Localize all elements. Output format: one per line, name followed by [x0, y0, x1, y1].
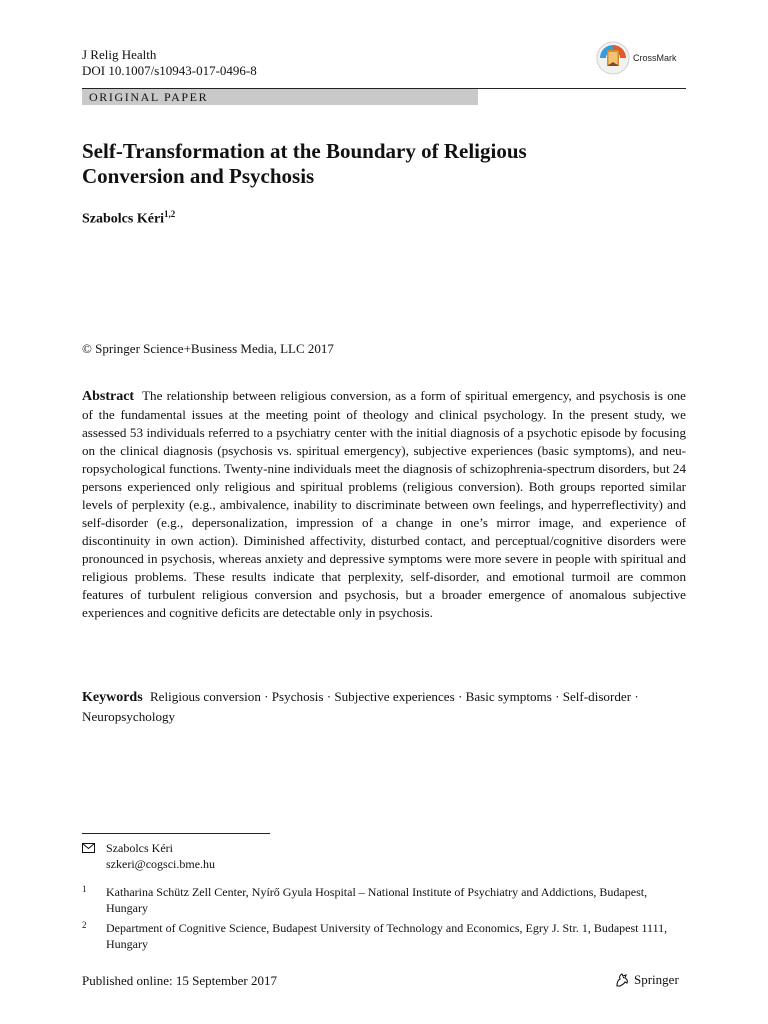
affiliation-1	[82, 884, 682, 916]
copyright-notice: © Springer Science+Business Media, LLC 2017	[82, 341, 334, 356]
article-type-banner	[82, 89, 478, 105]
crossmark-label: CrossMark	[633, 53, 677, 63]
keywords-label: Keywords	[82, 690, 143, 705]
keywords	[82, 687, 642, 726]
affiliation-1-number: 1	[82, 884, 87, 894]
springer-horse-icon	[614, 972, 630, 988]
doi[interactable]: DOI 10.1007/s10943-017-0496-8	[82, 63, 257, 78]
affiliation-1-text: Katharina Schütz Zell Center, Nyírő Gyula Hospital – National Institute of Psychiatry and Addictions, Budapest, Hungary	[106, 885, 648, 915]
title-line-1: Self-Transformation at the Boundary of Religious	[82, 139, 527, 163]
author	[82, 209, 175, 228]
publisher-name: Springer	[634, 972, 679, 987]
abstract-label: Abstract	[82, 389, 135, 404]
crossmark-icon	[596, 41, 630, 75]
title-line-2: Conversion and Psychosis	[82, 164, 315, 188]
corresponding-author-name: Szabolcs Kéri	[106, 841, 173, 855]
journal-name: J Relig Health	[82, 47, 157, 62]
footnote-rule	[82, 833, 270, 834]
affiliation-2-number: 2	[82, 920, 87, 930]
keywords-text: Religious conversion · Psychosis · Subjective experiences · Basic symptoms · Self-disorder · Neuropsychology	[82, 689, 639, 724]
corresponding-author-email[interactable]: szkeri@cogsci.bme.hu	[106, 857, 216, 871]
publisher-logo	[614, 972, 679, 988]
author-name: Szabolcs Kéri	[82, 211, 165, 227]
abstract-text: The relationship between religious conversion, as a form of spiritual emergency, and psychosis is one of the fundamental issues at the meeting point of theology and clinical psychology. In the present study, we assessed 53 individuals referred to a psychiatry center with the initial diagnosis of a psychotic episode by focusing on the clinical diagnosis (psychosis vs. spiritual emergency), subjective experiences (basic symptoms), and neuropsychological functions. Twenty-nine individuals meet the diagnosis of schizophrenia-spectrum disorders, but 24 persons experienced only religious and spiritual problems (religious conversion). Both groups reported similar levels of perplexity (e.g., ambivalence, inability to discriminate between own feelings, and hyperreflectivity) and self-disorder (e.g., depersonalization, impression of a change in one’s mirror image, and experience of discontinuity in own action). Diminished affectivity, disturbed contact, and perceptual/cognitive disorders were pronounced in psychosis, whereas anxiety and depressive symptoms were more severe in people with spiritual and religious problems. These results indicate that perplexity, self-disorder, and emotional turmoil are common features of turbulent religious conversion and psychosis, but a broader emergence of anomalous subjective experiences and cognitive deficits are detectable only in psychosis.	[82, 388, 686, 620]
article-title	[82, 139, 672, 189]
crossmark-badge[interactable]	[596, 41, 677, 75]
corresponding-author	[82, 840, 215, 872]
article-type-label: ORIGINAL PAPER	[89, 90, 209, 104]
abstract	[82, 387, 686, 622]
author-affiliation-marks: 1,2	[164, 209, 176, 219]
envelope-icon	[82, 843, 95, 853]
published-date: Published online: 15 September 2017	[82, 973, 277, 988]
affiliation-2	[82, 920, 682, 952]
affiliation-2-text: Department of Cognitive Science, Budapest University of Technology and Economics, Egry J. Str. 1, Budapest 1111, Hungary	[106, 921, 668, 951]
